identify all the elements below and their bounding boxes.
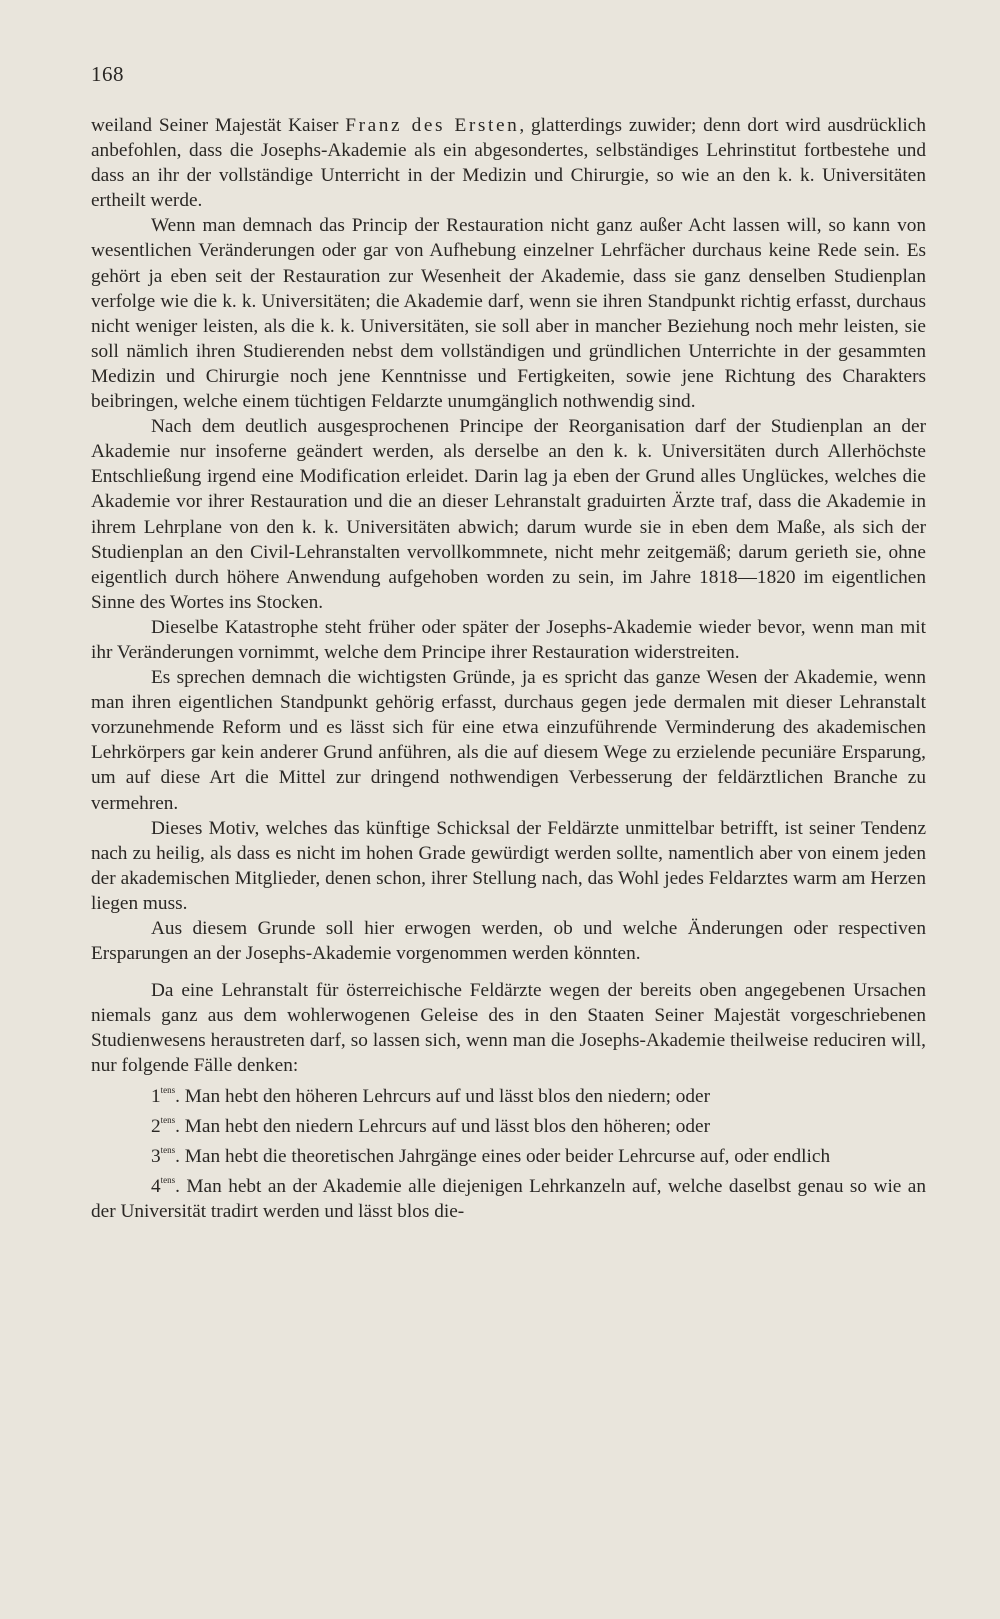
item-ordinal: tens [160, 1114, 176, 1125]
item-text: . Man hebt an der Akademie alle diejenigen Lehrkanzeln auf, welche daselbst genau so wie an der Universität tradirt werden und lässt blos die- [91, 1175, 926, 1222]
body-text [91, 113, 926, 1224]
item-number: 4 [151, 1175, 161, 1197]
page-number: 168 [91, 62, 124, 86]
list-item [91, 1114, 926, 1139]
paragraph-8: Da eine Lehranstalt für österreichische Feldärzte wegen der bereits oben angegebenen Ursachen niemals ganz aus dem wohlerwogenen Geleise des in den Staaten Seiner Majestät vorgeschriebenen Studienwesens heraustreten darf, so lassen sich, wenn man die Josephs-Akademie theilweise reduciren will, nur folgende Fälle denken: [91, 980, 926, 1077]
paragraph-1 [91, 113, 926, 213]
paragraph-2: Wenn man demnach das Princip der Restauration nicht ganz außer Acht lassen will, so kann von wesentlichen Veränderungen oder gar von Aufhebung einzelner Lehrfächer durchaus keine Rede sein. Es gehört ja eben seit der Restauration zur Wesenheit der Akademie, dass sie ganz denselben Studienplan verfolge wie die k. k. Universitäten; die Akademie darf, wenn sie ihren Standpunkt richtig erfasst, durchaus nicht weniger leisten, als die k. k. Universitäten, sie soll aber in mancher Beziehung noch mehr leisten, sie soll nämlich ihren Studierenden nebst dem vollständigen und gründlichen Unterrichte in der gesammten Medizin und Chirurgie noch jene Kenntnisse und Fertigkeiten, sowie jene Richtung des Charakters beibringen, welche einem tüchtigen Feldarzte unumgänglich nothwendig sind. [91, 215, 926, 413]
item-text: . Man hebt den niedern Lehrcurs auf und lässt blos den höheren; oder [175, 1115, 711, 1137]
item-ordinal: tens [160, 1174, 176, 1185]
list-item [91, 1144, 926, 1169]
item-number: 3 [151, 1145, 161, 1167]
paragraph-5: Es sprechen demnach die wichtigsten Gründe, ja es spricht das ganze Wesen der Akademie, wenn man ihren eigentlichen Standpunkt gehörig erfasst, durchaus gegen jede dermalen mit dieser Lehranstalt vorzunehmende Reform und es lässt sich für eine etwa einzuführende Verminderung des akademischen Lehrkörpers gar kein anderer Grund anführen, als die auf diesem Wege zu erzielende pecuniäre Ersparung, um auf diese Art die Mittel zur dringend nothwendigen Verbesserung der feldärztlichen Branche zu vermehren. [91, 667, 926, 814]
item-text: . Man hebt den höheren Lehrcurs auf und lässt blos den niedern; oder [175, 1085, 711, 1107]
paragraph-4: Dieselbe Katastrophe steht früher oder später der Josephs-Akademie wieder bevor, wenn man mit ihr Veränderungen vornimmt, welche dem Principe ihrer Restauration widerstreiten. [91, 616, 926, 663]
item-number: 2 [151, 1115, 161, 1137]
paragraph-1-start: weiland Seiner Majestät Kaiser [91, 115, 346, 136]
item-number: 1 [151, 1085, 161, 1107]
item-ordinal: tens [160, 1144, 176, 1155]
list-item [91, 1174, 926, 1224]
item-text: . Man hebt die theoretischen Jahrgänge eines oder beider Lehrcurse auf, oder endlich [175, 1145, 831, 1167]
list-item [91, 1084, 926, 1109]
paragraph-6: Dieses Motiv, welches das künftige Schicksal der Feldärzte unmittelbar betrifft, ist seiner Tendenz nach zu heilig, als dass es nicht im hohen Grade gewürdigt werden sollte, namentlich aber von einem jeden der akademischen Mitglieder, denen schon, ihrer Stellung nach, das Wohl jedes Feldarztes warm am Herzen liegen muss. [91, 817, 926, 914]
emphasized-name: Franz des Ersten [345, 115, 520, 136]
paragraph-7: Aus diesem Grunde soll hier erwogen werden, ob und welche Änderungen oder respectiven Ersparungen an der Josephs-Akademie vorgenommen werden könnten. [91, 918, 926, 965]
paragraph-3: Nach dem deutlich ausgesprochenen Principe der Reorganisation darf der Studienplan an der Akademie nur insoferne geändert werden, als derselbe an den k. k. Universitäten durch Allerhöchste Entschließung irgend eine Modification erleidet. Darin lag ja eben der Grund alles Unglückes, welches die Akademie vor ihrer Restauration und die an dieser Lehranstalt graduirten Ärzte traf, dass die Akademie in ihrem Lehrplane von den k. k. Universitäten abwich; darum wurde sie in eben dem Maße, als sich der Studienplan an den Civil-Lehranstalten vervollkommnete, nicht mehr zeitgemäß; darum gerieth sie, ohne eigentlich durch höhere Anwendung aufgehoben worden zu sein, im Jahre 1818—1820 im eigentlichen Sinne des Wortes ins Stocken. [91, 416, 926, 613]
item-ordinal: tens [160, 1084, 176, 1095]
paragraph-1-rest: , glatterdings zuwider; denn dort wird ausdrücklich anbefohlen, dass die Josephs-Akademie als ein abgesondertes, selbständiges Lehrinstitut fortbestehe und dass an ihr der vollständige Unterricht in der Medizin und Chirurgie, so wie an den k. k. Universitäten ertheilt werde. [91, 115, 926, 212]
